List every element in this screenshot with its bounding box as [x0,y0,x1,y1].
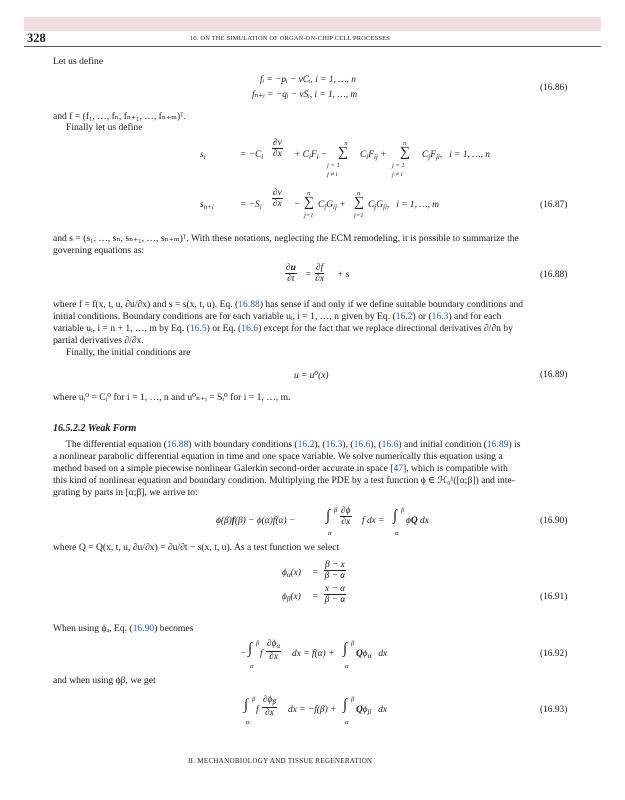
equation-16-87-line1: $s_i$ = $-C_i$ $\frac{\partial v}{\partial x}$ + $C_iF_i$ − n ∑ j = 1 j ≠ i $C_iF_{ij}$ + n ∑ j = 1 j ≠ i $C_jF_{ji}$, i = 1, …, n [200,138,490,178]
link-eq-16-88-b[interactable]: 16.88 [166,439,189,450]
link-eq-16-2[interactable]: 16.2 [395,311,413,322]
equation-number-16-92: (16.92) [540,649,568,659]
paragraph-q-definition: where Q = Q(x, t, u, ∂u/∂x) = ∂u/∂t − s(x, t, u). As a test function we select [53,542,340,553]
paragraph-let-define: Let us define [53,56,104,67]
equation-16-89: u = u⁰(x) [294,371,329,381]
equation-number-16-89: (16.89) [540,370,568,380]
equation-16-92: − β ∫ α f $\frac{\partial\phi_\alpha}{\partial x}$ dx = f(α) + β ∫ α $Q\phi_\alpha$ dx [240,639,388,670]
paragraph-where-line1: where f = f(x, t, u, ∂u/∂x) and s = s(x, t, u). Eq. (16.88) has sense if and only if we define suitable boundary conditions and [53,299,524,310]
link-eq-16-2-b[interactable]: 16.2 [297,439,315,450]
paragraph-s-definition-2: governing equations as: [53,245,145,256]
page-footer: II. MECHANOBIOLOGY AND TISSUE REGENERATION [188,757,373,765]
equation-16-86-line1: fᵢ = −pᵢ − vCᵢ, i = 1, …, n [260,75,356,85]
paragraph-where-line3: variable uᵢ, i = n + 1, …, m by Eq. (16.5) or Eq. (16.6) except for the fact that we replace directional derivatives ∂/∂n by [53,323,513,334]
equation-number-16-93: (16.93) [540,705,568,715]
header-band [24,17,601,31]
link-eq-16-89[interactable]: 16.89 [486,439,509,450]
link-eq-16-6-c[interactable]: 16.6 [381,439,399,450]
equation-number-16-87: (16.87) [540,200,568,210]
paragraph-weak-line2: a nonlinear parabolic differential equation in time and one space variable. We solve numerically this equation using a [53,451,503,462]
paragraph-initial-where: where uᵢ⁰ = Cᵢ⁰ for i = 1, …, n and u⁰ₙ₊ᵢ = Sᵢ⁰ for i = 1, …, m. [53,392,291,403]
paragraph-s-definition-1: and s = (s₁, …, sₙ, sₙ₊₁, …, sₙ₊ₘ)ᵀ. With these notations, neglecting the ECM remodeling, it is possible to summarize the [53,233,519,244]
paragraph-weak-line1: The differential equation (16.88) with boundary conditions (16.2), (16.3), (16.6), (16.6) and initial condition (16.89) is [66,439,521,450]
equation-16-87-line2: $s_{n+i}$ = $-S_i$ $\frac{\partial v}{\partial x}$ − n ∑ j=1 $C_jG_{ij}$ + n ∑ j=1 $C_jG_{ji}$, i = 1, …, m [200,188,440,219]
paragraph-using-alpha: When using ϕₐ, Eq. (16.90) becomes [53,623,194,634]
link-eq-16-5[interactable]: 16.5 [189,323,207,334]
paragraph-where-line2: initial conditions. Boundary conditions are for each variable uᵢ, i = 1, …, n given by Eq. (16.2) or (16.3) and for each [53,311,502,322]
equation-16-91: $\phi_\alpha(x)$ = $\frac{\beta - x}{\beta - \alpha}$ $\phi_\beta(x)$ = $\frac{x - \alpha}{\beta - \alpha}$ [282,560,346,605]
paragraph-where-line4: partial derivatives ∂/∂x. [53,335,144,346]
equation-16-90: ϕ(β)f(β) − ϕ(α)f(α) − β ∫ α $\frac{\partial\phi}{\partial x}$ f dx = β ∫ α ϕQ dx [216,506,429,537]
link-eq-16-90[interactable]: 16.90 [132,623,155,634]
running-title: 16. ON THE SIMULATION OF ORGAN-ON-CHIP CELL PROCESSES [190,35,390,42]
equation-16-93: β ∫ α f $\frac{\partial\phi_\beta}{\partial x}$ dx = −f(β) + β ∫ α $Q\phi_\beta$ dx [244,695,388,726]
paragraph-using-beta: and when using ϕβ, we get [53,675,156,686]
paragraph-finally-define: Finally let us define [66,122,143,133]
link-eq-16-3-b[interactable]: 16.3 [325,439,343,450]
paragraph-initial-intro: Finally, the initial conditions are [66,347,191,358]
equation-16-86-line2: fₙ₊ᵢ = −qᵢ − vSᵢ, i = 1, …, m [252,90,358,100]
link-eq-16-6[interactable]: 16.6 [241,323,259,334]
equation-number-16-86: (16.86) [540,83,568,93]
paragraph-weak-line5: grating by parts in [α;β], we arrive to: [53,487,198,498]
link-eq-16-3[interactable]: 16.3 [431,311,449,322]
page-number: 328 [27,31,46,45]
equation-number-16-91: (16.91) [540,592,568,602]
section-heading: 16.5.2.2 Weak Form [53,423,137,434]
equation-number-16-88: (16.88) [540,270,568,280]
paragraph-f-definition: and f = (f₁, …, fₙ, fₙ₊₁, …, fₙ₊ₘ)ᵀ. [53,111,187,122]
equation-16-88: $\frac{\partial u}{\partial t}$ = $\frac{\partial f}{\partial x}$ + s [286,263,350,284]
header-rule [24,46,601,47]
link-cite-47[interactable]: 47 [393,463,404,474]
link-eq-16-6-b[interactable]: 16.6 [353,439,371,450]
link-eq-16-88[interactable]: 16.88 [238,299,260,310]
paragraph-weak-line4: this kind of nonlinear equation and boundary condition. Multiplying the PDE by a test function ϕ ∈ ℋ₀¹([α;β]) and inte- [53,475,515,486]
paragraph-weak-line3: method based on a simple piecewise nonlinear Galerkin second-order accurate in space [47], which is compatible with [53,463,508,474]
equation-number-16-90: (16.90) [540,516,568,526]
